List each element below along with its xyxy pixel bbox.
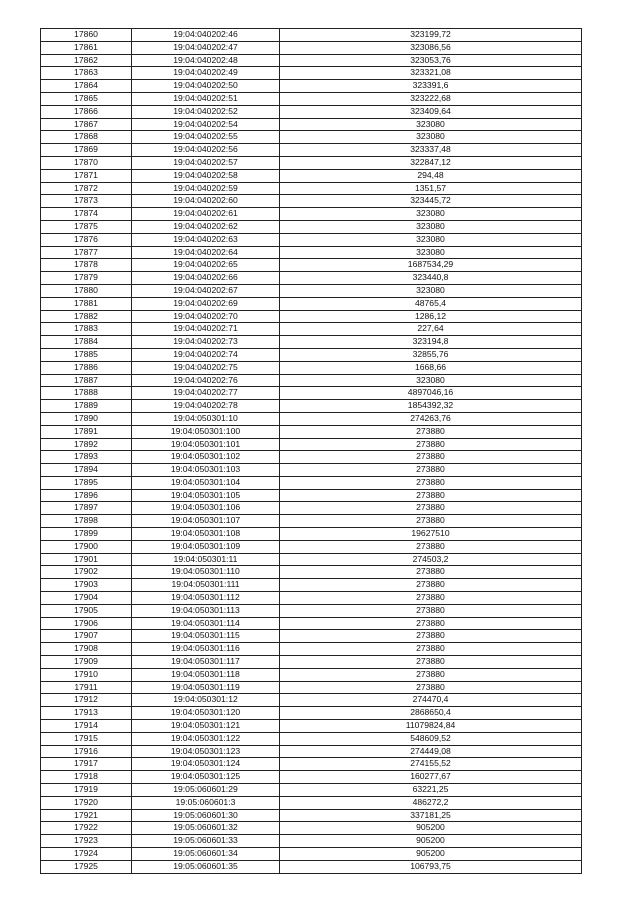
cadastral-number-cell: 19:04:040202:63 (132, 233, 280, 246)
cadastral-number-cell: 19:04:040202:65 (132, 259, 280, 272)
table-row (41, 489, 582, 502)
table-row (41, 604, 582, 617)
cadastral-number-cell: 19:04:040202:71 (132, 323, 280, 336)
table-row (41, 195, 582, 208)
cadastral-number-cell: 19:04:040202:69 (132, 297, 280, 310)
value-cell: 323080 (280, 220, 582, 233)
table-row (41, 144, 582, 157)
table-row (41, 784, 582, 797)
row-number-cell: 17864 (41, 80, 132, 93)
cadastral-number-cell: 19:04:050301:114 (132, 617, 280, 630)
table-row (41, 835, 582, 848)
row-number-cell: 17873 (41, 195, 132, 208)
value-cell: 273880 (280, 502, 582, 515)
cadastral-number-cell: 19:05:060601:29 (132, 784, 280, 797)
value-cell: 160277,67 (280, 771, 582, 784)
value-cell: 323194,8 (280, 336, 582, 349)
table-row (41, 643, 582, 656)
cadastral-number-cell: 19:04:040202:67 (132, 284, 280, 297)
value-cell: 227,64 (280, 323, 582, 336)
row-number-cell: 17908 (41, 643, 132, 656)
table-row (41, 297, 582, 310)
value-cell: 294,48 (280, 169, 582, 182)
row-number-cell: 17875 (41, 220, 132, 233)
table-row (41, 400, 582, 413)
row-number-cell: 17878 (41, 259, 132, 272)
cadastral-number-cell: 19:04:040202:62 (132, 220, 280, 233)
row-number-cell: 17898 (41, 515, 132, 528)
value-cell: 323053,76 (280, 54, 582, 67)
cadastral-number-cell: 19:04:050301:120 (132, 707, 280, 720)
row-number-cell: 17901 (41, 553, 132, 566)
row-number-cell: 17918 (41, 771, 132, 784)
row-number-cell: 17865 (41, 92, 132, 105)
cadastral-number-cell: 19:04:050301:103 (132, 464, 280, 477)
row-number-cell: 17879 (41, 272, 132, 285)
row-number-cell: 17911 (41, 681, 132, 694)
value-cell: 323337,48 (280, 144, 582, 157)
table-row (41, 630, 582, 643)
row-number-cell: 17912 (41, 694, 132, 707)
value-cell: 323440,8 (280, 272, 582, 285)
table-row (41, 336, 582, 349)
table-body (41, 29, 582, 874)
value-cell: 323080 (280, 118, 582, 131)
row-number-cell: 17890 (41, 412, 132, 425)
table-row (41, 412, 582, 425)
row-number-cell: 17925 (41, 860, 132, 873)
cadastral-number-cell: 19:04:050301:104 (132, 476, 280, 489)
table-row (41, 272, 582, 285)
value-cell: 323080 (280, 208, 582, 221)
value-cell: 274155,52 (280, 758, 582, 771)
row-number-cell: 17922 (41, 822, 132, 835)
cadastral-number-cell: 19:05:060601:3 (132, 796, 280, 809)
value-cell: 273880 (280, 566, 582, 579)
row-number-cell: 17899 (41, 528, 132, 541)
table-row (41, 566, 582, 579)
row-number-cell: 17924 (41, 848, 132, 861)
row-number-cell: 17895 (41, 476, 132, 489)
value-cell: 273880 (280, 464, 582, 477)
row-number-cell: 17923 (41, 835, 132, 848)
value-cell: 273880 (280, 681, 582, 694)
value-cell: 273880 (280, 489, 582, 502)
cadastral-number-cell: 19:04:050301:111 (132, 579, 280, 592)
value-cell: 11079824,84 (280, 720, 582, 733)
value-cell: 273880 (280, 579, 582, 592)
row-number-cell: 17909 (41, 656, 132, 669)
cadastral-number-cell: 19:04:040202:76 (132, 374, 280, 387)
row-number-cell: 17872 (41, 182, 132, 195)
table-row (41, 438, 582, 451)
value-cell: 323445,72 (280, 195, 582, 208)
table-row (41, 553, 582, 566)
cadastral-number-cell: 19:04:050301:118 (132, 668, 280, 681)
table-row (41, 105, 582, 118)
cadastral-number-cell: 19:05:060601:35 (132, 860, 280, 873)
cadastral-number-cell: 19:04:050301:107 (132, 515, 280, 528)
row-number-cell: 17881 (41, 297, 132, 310)
row-number-cell: 17903 (41, 579, 132, 592)
table-row (41, 220, 582, 233)
row-number-cell: 17906 (41, 617, 132, 630)
row-number-cell: 17887 (41, 374, 132, 387)
table-row (41, 156, 582, 169)
row-number-cell: 17866 (41, 105, 132, 118)
cadastral-number-cell: 19:04:040202:46 (132, 29, 280, 42)
row-number-cell: 17902 (41, 566, 132, 579)
row-number-cell: 17900 (41, 540, 132, 553)
cadastral-number-cell: 19:05:060601:34 (132, 848, 280, 861)
table-row (41, 284, 582, 297)
row-number-cell: 17894 (41, 464, 132, 477)
cadastral-number-cell: 19:04:050301:125 (132, 771, 280, 784)
table-row (41, 169, 582, 182)
value-cell: 273880 (280, 476, 582, 489)
cadastral-number-cell: 19:04:050301:121 (132, 720, 280, 733)
cadastral-number-cell: 19:04:040202:58 (132, 169, 280, 182)
cadastral-number-cell: 19:04:040202:51 (132, 92, 280, 105)
value-cell: 273880 (280, 668, 582, 681)
cadastral-number-cell: 19:05:060601:30 (132, 809, 280, 822)
value-cell: 273880 (280, 643, 582, 656)
cadastral-number-cell: 19:04:050301:101 (132, 438, 280, 451)
value-cell: 273880 (280, 425, 582, 438)
cadastral-number-cell: 19:04:040202:57 (132, 156, 280, 169)
cadastral-number-cell: 19:04:040202:70 (132, 310, 280, 323)
table-row (41, 361, 582, 374)
row-number-cell: 17914 (41, 720, 132, 733)
table-row (41, 592, 582, 605)
cadastral-number-cell: 19:04:050301:116 (132, 643, 280, 656)
row-number-cell: 17882 (41, 310, 132, 323)
value-cell: 273880 (280, 540, 582, 553)
value-cell: 337181,25 (280, 809, 582, 822)
row-number-cell: 17867 (41, 118, 132, 131)
row-number-cell: 17869 (41, 144, 132, 157)
table-row (41, 208, 582, 221)
row-number-cell: 17893 (41, 451, 132, 464)
value-cell: 32855,76 (280, 348, 582, 361)
value-cell: 274503,2 (280, 553, 582, 566)
row-number-cell: 17896 (41, 489, 132, 502)
table-row (41, 425, 582, 438)
row-number-cell: 17886 (41, 361, 132, 374)
value-cell: 323080 (280, 131, 582, 144)
cadastral-number-cell: 19:04:050301:11 (132, 553, 280, 566)
cadastral-number-cell: 19:04:050301:109 (132, 540, 280, 553)
table-row (41, 681, 582, 694)
value-cell: 905200 (280, 835, 582, 848)
row-number-cell: 17891 (41, 425, 132, 438)
table-row (41, 348, 582, 361)
cadastral-number-cell: 19:04:040202:54 (132, 118, 280, 131)
table-row (41, 668, 582, 681)
row-number-cell: 17919 (41, 784, 132, 797)
value-cell: 273880 (280, 630, 582, 643)
row-number-cell: 17921 (41, 809, 132, 822)
cadastral-number-cell: 19:04:050301:119 (132, 681, 280, 694)
value-cell: 274263,76 (280, 412, 582, 425)
table-row (41, 617, 582, 630)
table-row (41, 732, 582, 745)
row-number-cell: 17861 (41, 41, 132, 54)
value-cell: 106793,75 (280, 860, 582, 873)
value-cell: 273880 (280, 451, 582, 464)
row-number-cell: 17913 (41, 707, 132, 720)
row-number-cell: 17862 (41, 54, 132, 67)
cadastral-number-cell: 19:04:040202:55 (132, 131, 280, 144)
cadastral-number-cell: 19:04:040202:47 (132, 41, 280, 54)
row-number-cell: 17905 (41, 604, 132, 617)
cadastral-number-cell: 19:04:050301:10 (132, 412, 280, 425)
cadastral-number-cell: 19:04:040202:50 (132, 80, 280, 93)
value-cell: 323222,68 (280, 92, 582, 105)
row-number-cell: 17884 (41, 336, 132, 349)
data-table (40, 28, 582, 874)
cadastral-number-cell: 19:04:040202:75 (132, 361, 280, 374)
table-row (41, 259, 582, 272)
value-cell: 1854392,32 (280, 400, 582, 413)
table-row (41, 809, 582, 822)
row-number-cell: 17907 (41, 630, 132, 643)
row-number-cell: 17915 (41, 732, 132, 745)
cadastral-number-cell: 19:04:050301:123 (132, 745, 280, 758)
table-row (41, 771, 582, 784)
value-cell: 323080 (280, 246, 582, 259)
row-number-cell: 17876 (41, 233, 132, 246)
value-cell: 274470,4 (280, 694, 582, 707)
value-cell: 486272,2 (280, 796, 582, 809)
table-row (41, 118, 582, 131)
table-row (41, 54, 582, 67)
row-number-cell: 17883 (41, 323, 132, 336)
cadastral-number-cell: 19:04:050301:106 (132, 502, 280, 515)
table-row (41, 822, 582, 835)
cadastral-number-cell: 19:04:050301:110 (132, 566, 280, 579)
row-number-cell: 17880 (41, 284, 132, 297)
table-row (41, 310, 582, 323)
row-number-cell: 17877 (41, 246, 132, 259)
value-cell: 1668,66 (280, 361, 582, 374)
table-row (41, 796, 582, 809)
table-row (41, 374, 582, 387)
cadastral-number-cell: 19:04:050301:12 (132, 694, 280, 707)
cadastral-number-cell: 19:04:040202:48 (132, 54, 280, 67)
cadastral-number-cell: 19:05:060601:33 (132, 835, 280, 848)
cadastral-number-cell: 19:04:050301:108 (132, 528, 280, 541)
cadastral-number-cell: 19:04:040202:52 (132, 105, 280, 118)
row-number-cell: 17916 (41, 745, 132, 758)
cadastral-number-cell: 19:04:050301:115 (132, 630, 280, 643)
table-row (41, 80, 582, 93)
cadastral-number-cell: 19:04:050301:113 (132, 604, 280, 617)
value-cell: 323409,64 (280, 105, 582, 118)
table-row (41, 707, 582, 720)
cadastral-number-cell: 19:04:040202:64 (132, 246, 280, 259)
cadastral-number-cell: 19:05:060601:32 (132, 822, 280, 835)
table-row (41, 131, 582, 144)
table-row (41, 758, 582, 771)
value-cell: 273880 (280, 656, 582, 669)
table-row (41, 92, 582, 105)
table-row (41, 694, 582, 707)
cadastral-number-cell: 19:04:050301:112 (132, 592, 280, 605)
table-row (41, 476, 582, 489)
row-number-cell: 17904 (41, 592, 132, 605)
value-cell: 323080 (280, 374, 582, 387)
cadastral-number-cell: 19:04:040202:49 (132, 67, 280, 80)
value-cell: 273880 (280, 515, 582, 528)
cadastral-number-cell: 19:04:050301:117 (132, 656, 280, 669)
value-cell: 323086,56 (280, 41, 582, 54)
table-row (41, 246, 582, 259)
row-number-cell: 17863 (41, 67, 132, 80)
value-cell: 905200 (280, 822, 582, 835)
table-row (41, 41, 582, 54)
value-cell: 323321,08 (280, 67, 582, 80)
value-cell: 48765,4 (280, 297, 582, 310)
cadastral-number-cell: 19:04:050301:100 (132, 425, 280, 438)
table-row (41, 848, 582, 861)
cadastral-number-cell: 19:04:040202:66 (132, 272, 280, 285)
cadastral-number-cell: 19:04:050301:124 (132, 758, 280, 771)
table-row (41, 233, 582, 246)
value-cell: 273880 (280, 604, 582, 617)
row-number-cell: 17870 (41, 156, 132, 169)
row-number-cell: 17892 (41, 438, 132, 451)
cadastral-number-cell: 19:04:040202:61 (132, 208, 280, 221)
value-cell: 63221,25 (280, 784, 582, 797)
cadastral-number-cell: 19:04:050301:102 (132, 451, 280, 464)
value-cell: 4897046,16 (280, 387, 582, 400)
cadastral-number-cell: 19:04:040202:59 (132, 182, 280, 195)
table-row (41, 464, 582, 477)
cadastral-number-cell: 19:04:040202:77 (132, 387, 280, 400)
row-number-cell: 17871 (41, 169, 132, 182)
row-number-cell: 17917 (41, 758, 132, 771)
value-cell: 1687534,29 (280, 259, 582, 272)
row-number-cell: 17888 (41, 387, 132, 400)
table-row (41, 656, 582, 669)
value-cell: 323080 (280, 284, 582, 297)
value-cell: 2868650,4 (280, 707, 582, 720)
row-number-cell: 17874 (41, 208, 132, 221)
value-cell: 273880 (280, 438, 582, 451)
row-number-cell: 17868 (41, 131, 132, 144)
table-row (41, 579, 582, 592)
table-row (41, 745, 582, 758)
table-row (41, 323, 582, 336)
value-cell: 905200 (280, 848, 582, 861)
value-cell: 323391,6 (280, 80, 582, 93)
table-row (41, 502, 582, 515)
value-cell: 323199,72 (280, 29, 582, 42)
value-cell: 1351,57 (280, 182, 582, 195)
cadastral-number-cell: 19:04:050301:122 (132, 732, 280, 745)
row-number-cell: 17885 (41, 348, 132, 361)
value-cell: 274449,08 (280, 745, 582, 758)
table-row (41, 515, 582, 528)
row-number-cell: 17910 (41, 668, 132, 681)
value-cell: 323080 (280, 233, 582, 246)
table-row (41, 387, 582, 400)
row-number-cell: 17889 (41, 400, 132, 413)
value-cell: 322847,12 (280, 156, 582, 169)
value-cell: 273880 (280, 617, 582, 630)
table-row (41, 182, 582, 195)
table-row (41, 29, 582, 42)
row-number-cell: 17897 (41, 502, 132, 515)
table-row (41, 451, 582, 464)
cadastral-number-cell: 19:04:040202:78 (132, 400, 280, 413)
table-row (41, 540, 582, 553)
table-row (41, 860, 582, 873)
cadastral-number-cell: 19:04:050301:105 (132, 489, 280, 502)
cadastral-number-cell: 19:04:040202:74 (132, 348, 280, 361)
table-row (41, 67, 582, 80)
value-cell: 273880 (280, 592, 582, 605)
cadastral-number-cell: 19:04:040202:60 (132, 195, 280, 208)
table-row (41, 528, 582, 541)
table-row (41, 720, 582, 733)
cadastral-number-cell: 19:04:040202:56 (132, 144, 280, 157)
value-cell: 548609,52 (280, 732, 582, 745)
value-cell: 19627510 (280, 528, 582, 541)
row-number-cell: 17920 (41, 796, 132, 809)
value-cell: 1286,12 (280, 310, 582, 323)
cadastral-number-cell: 19:04:040202:73 (132, 336, 280, 349)
row-number-cell: 17860 (41, 29, 132, 42)
